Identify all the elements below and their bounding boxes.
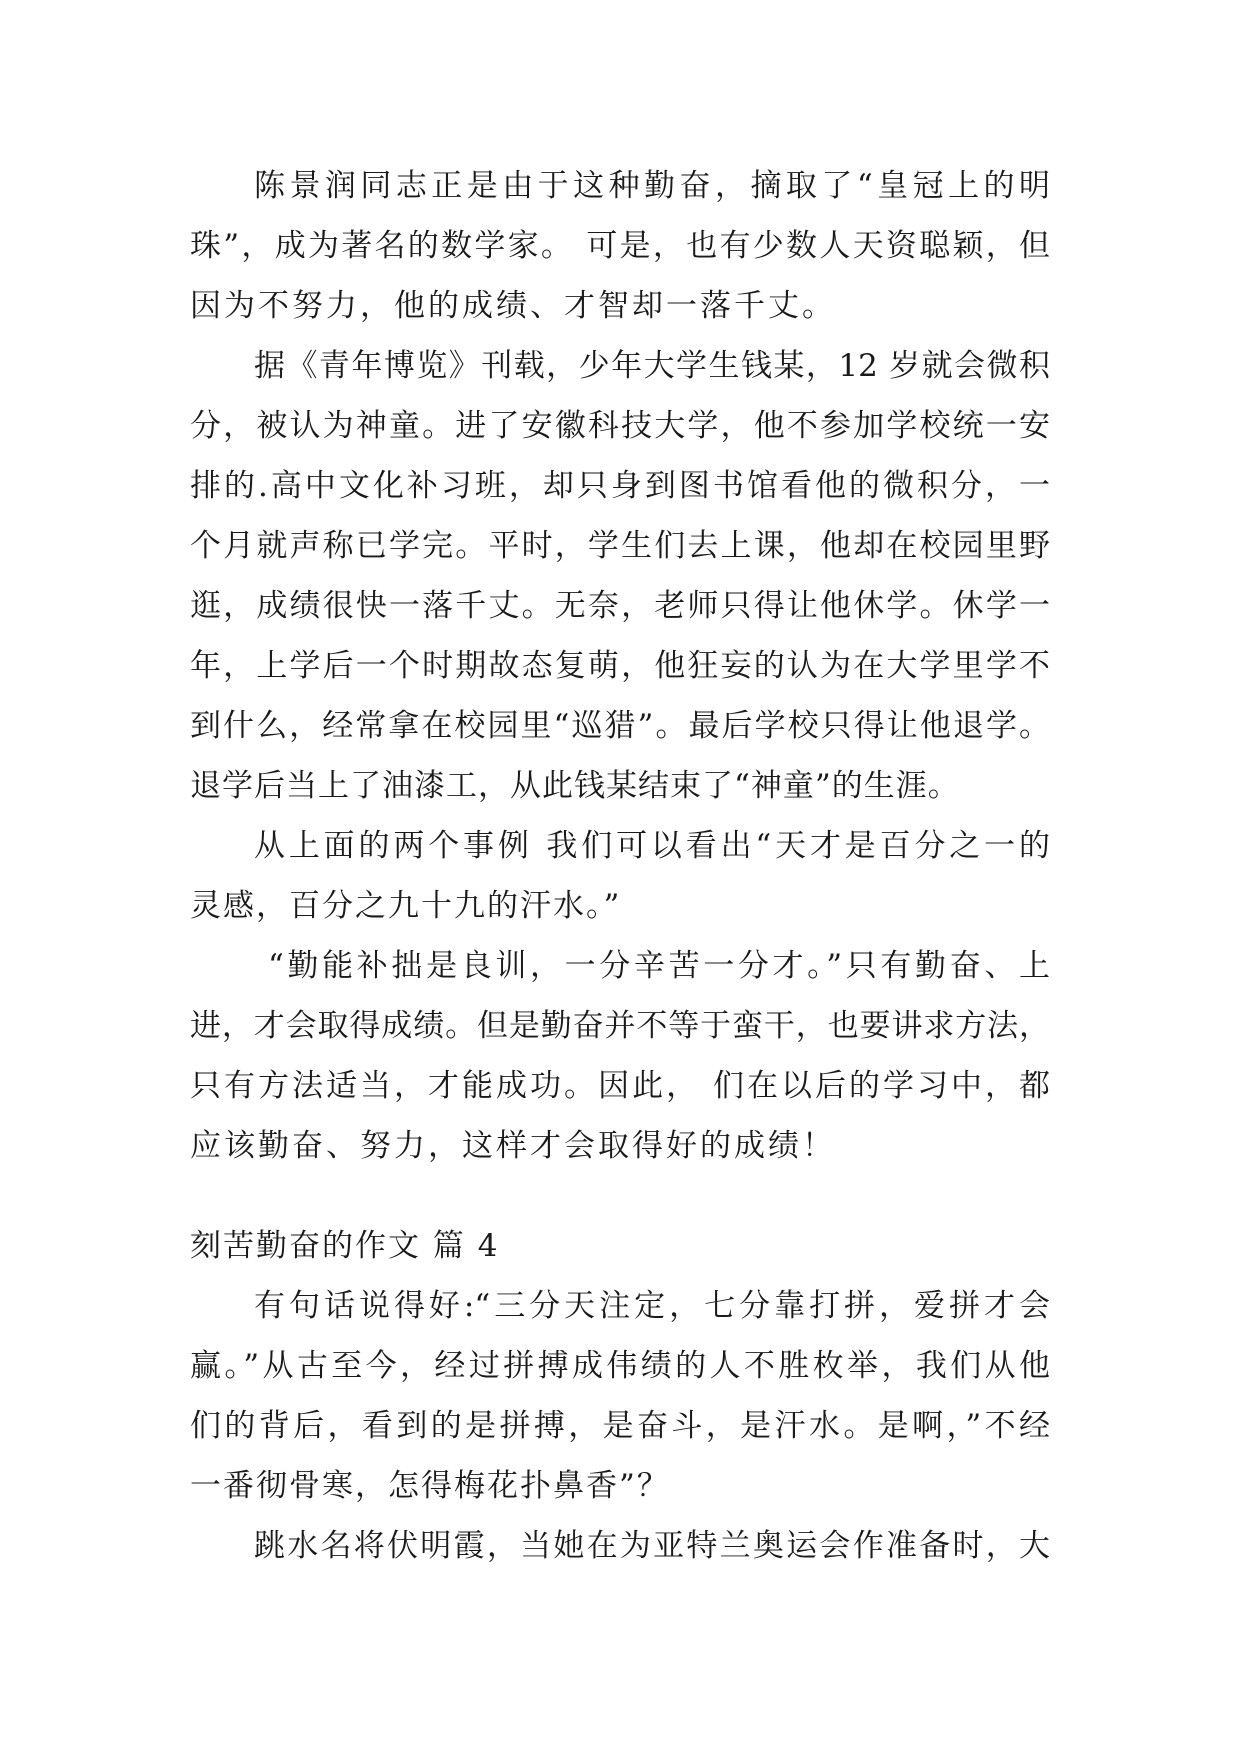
paragraph-line: 们的背后，看到的是拼搏，是奋斗，是汗水。是啊，”不经 <box>190 1408 1050 1444</box>
paragraph-line: 有句话说得好:“三分天注定，七分靠打拼，爱拼才会 <box>254 1288 1050 1324</box>
paragraph-line: 从上面的两个事例 我们可以看出“天才是百分之一的 <box>254 828 1050 864</box>
paragraph-line: 应该勤奋、努力，这样才会取得好的成绩！ <box>190 1128 836 1164</box>
paragraph-line: 逛，成绩很快一落千丈。无奈，老师只得让他休学。休学一 <box>190 588 1050 624</box>
paragraph-line: 珠”，成为著名的数学家。 可是，也有少数人天资聪颖，但 <box>190 228 1050 264</box>
paragraph-line: 赢。”从古至今，经过拼搏成伟绩的人不胜枚举，我们从他 <box>190 1348 1050 1384</box>
paragraph-line: 灵感，百分之九十九的汗水。” <box>190 888 622 924</box>
paragraph-line: 只有方法适当，才能成功。因此， 们在以后的学习中，都 <box>190 1068 1050 1104</box>
paragraph-line: “勤能补拙是良训，一分辛苦一分才。”只有勤奋、上 <box>268 948 1050 984</box>
paragraph-line: 排的.高中文化补习班，却只身到图书馆看他的微积分，一 <box>190 468 1050 504</box>
paragraph-line: 退学后当上了油漆工，从此钱某结束了“神童”的生涯。 <box>190 768 960 804</box>
paragraph-line: 年，上学后一个时期故态复萌，他狂妄的认为在大学里学不 <box>190 648 1050 684</box>
paragraph-line: 个月就声称已学完。平时，学生们去上课，他却在校园里野 <box>190 528 1050 564</box>
paragraph-line: 到什么，经常拿在校园里“巡猎”。最后学校只得让他退学。 <box>190 708 1050 744</box>
paragraph-line: 陈景润同志正是由于这种勤奋，摘取了“皇冠上的明 <box>254 168 1050 204</box>
paragraph-line: 进，才会取得成绩。但是勤奋并不等于蛮干，也要讲求方法， <box>190 1008 1050 1044</box>
paragraph-line: 分，被认为神童。进了安徽科技大学，他不参加学校统一安 <box>190 408 1050 444</box>
section-heading: 刻苦勤奋的作文 篇 4 <box>190 1228 500 1264</box>
paragraph-line: 一番彻骨寒，怎得梅花扑鼻香”？ <box>190 1468 670 1504</box>
paragraph-line: 跳水名将伏明霞，当她在为亚特兰奥运会作准备时，大 <box>254 1528 1050 1564</box>
paragraph-line: 因为不努力，他的成绩、才智却一落千丈。 <box>190 288 836 324</box>
paragraph-line: 据《青年博览》刊载，少年大学生钱某，12 岁就会微积 <box>254 348 1050 384</box>
